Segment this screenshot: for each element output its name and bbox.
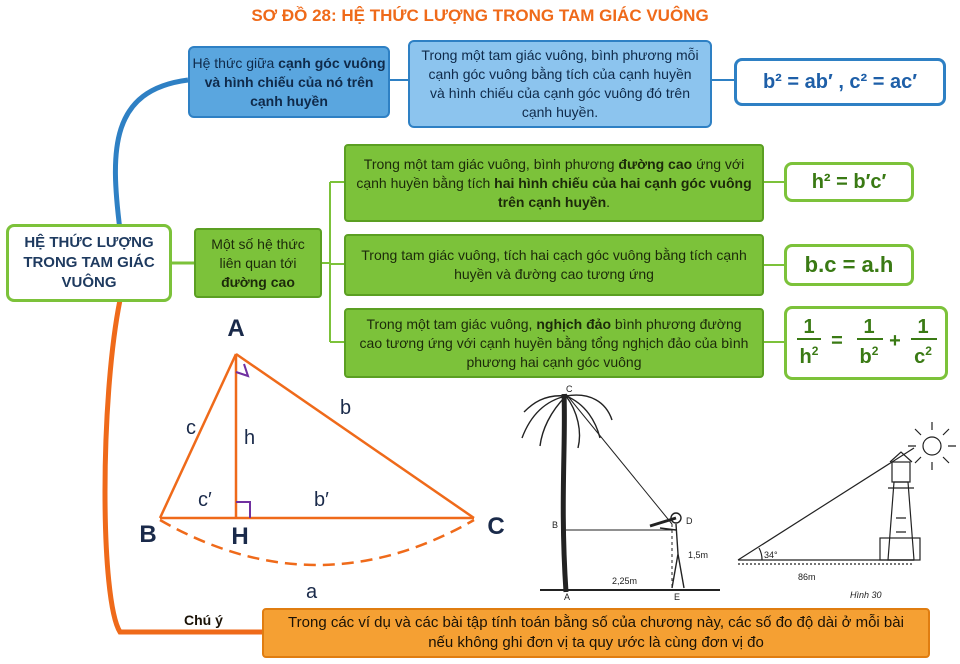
page-title: SƠ ĐỒ 28: HỆ THỨC LƯỢNG TRONG TAM GIÁC VUÔNG	[251, 6, 709, 25]
branch1-description-box	[408, 40, 712, 128]
tri-label-b-prime: b′	[314, 489, 329, 511]
item2-formula-box	[784, 244, 914, 286]
root-label: HỆ THỨC LƯỢNG TRONG TAM GIÁC VUÔNG	[23, 234, 155, 291]
branch2-item2-box	[344, 234, 764, 296]
palm-height: 1,5m	[688, 550, 709, 560]
tri-label-c-prime: c′	[198, 489, 212, 511]
svg-text:1: 1	[863, 316, 875, 338]
item1-formula-box	[784, 162, 914, 202]
branch1-label-pre: Hệ thức giữa	[192, 54, 279, 71]
tri-label-H: H	[231, 523, 249, 550]
note-text: Trong các ví dụ và các bài tập tính toán bằng số của chương này, các số đo độ dài ở mỗi bài nếu không ghi đơn vị ta quy ước là cùng đơn vị đo	[288, 614, 904, 651]
lighthouse-angle: 34°	[764, 550, 778, 560]
item3-text-pre: Trong một tam giác vuông,	[366, 315, 537, 332]
lighthouse-figure	[728, 418, 960, 604]
tri-label-B: B	[139, 521, 157, 548]
palm-label-E: E	[674, 592, 681, 600]
item1-text-post: .	[606, 193, 611, 210]
lighthouse-caption: Hình 30	[850, 590, 882, 600]
lighthouse-distance: 86m	[798, 572, 816, 582]
note-box	[262, 608, 930, 658]
palm-distance: 2,25m	[612, 576, 638, 586]
item2-formula: b.c = a.h	[804, 252, 894, 277]
item3-formula-box	[784, 306, 948, 380]
item1-formula: h² = b′c′	[811, 170, 887, 193]
item3-text-bold: nghịch đảo	[536, 315, 612, 332]
branch2-label-pre: Một số hệ thức liên quan tới	[211, 235, 305, 271]
tri-label-a: a	[306, 581, 318, 603]
item2-text: Trong tam giác vuông, tích hai cạch góc vuông bằng tích cạnh huyền và đường cao tương ứng	[361, 247, 747, 282]
branch1-formula: b² = ab′ , c² = ac′	[762, 70, 918, 93]
palm-label-D: D	[686, 516, 693, 526]
item1-text-bold2: hai hình chiếu của hai cạnh góc vuông trên cạnh huyền	[494, 174, 752, 210]
tri-label-C: C	[487, 513, 505, 540]
item1-text-bold1: đường cao	[618, 155, 693, 172]
palm-label-C: C	[566, 384, 573, 394]
item1-text-pre: Trong một tam giác vuông, bình phương	[363, 155, 619, 172]
branch1-label-bold: cạnh góc vuông và hình chiếu của nó trên cạnh huyền	[204, 54, 386, 109]
tri-label-b: b	[340, 397, 352, 419]
tri-label-c: c	[186, 417, 196, 439]
item1-text-mid: ứng với cạnh huyền bằng tích	[356, 155, 745, 191]
tri-label-h: h	[244, 427, 256, 449]
branch2-label-bold: đường cao	[221, 273, 295, 290]
svg-text:1: 1	[803, 316, 815, 338]
root-node	[6, 224, 172, 302]
note-label: Chú ý	[184, 612, 223, 628]
branch2-label-box	[194, 228, 322, 298]
palm-label-B: B	[552, 520, 559, 530]
svg-text:+: +	[889, 330, 901, 352]
svg-text:=: =	[831, 330, 843, 352]
branch2-item1-box	[344, 144, 764, 222]
svg-text:1: 1	[917, 316, 929, 338]
item3-text-post: bình phương đường cao tương ứng với cạnh huyền bằng tổng nghịch đảo của bình phương hai cạnh góc vuông	[359, 315, 749, 370]
palm-label-A: A	[564, 592, 571, 600]
svg-text:c2: $c^2$	[914, 344, 932, 368]
branch1-label-box	[188, 46, 390, 118]
triangle-figure	[130, 310, 520, 610]
svg-text:b2: $b^2$	[859, 344, 879, 368]
item3-formula	[787, 309, 945, 377]
svg-text:h2: $h^2$	[799, 344, 819, 368]
tri-label-A: A	[227, 315, 245, 342]
palm-tree-figure	[520, 382, 720, 600]
branch1-description: Trong một tam giác vuông, bình phương mỗi cạnh góc vuông bằng tích của cạnh huyền và hình chiếu của cạnh góc vuông đó trên cạnh huyền.	[421, 47, 699, 120]
branch1-formula-box	[734, 58, 946, 106]
